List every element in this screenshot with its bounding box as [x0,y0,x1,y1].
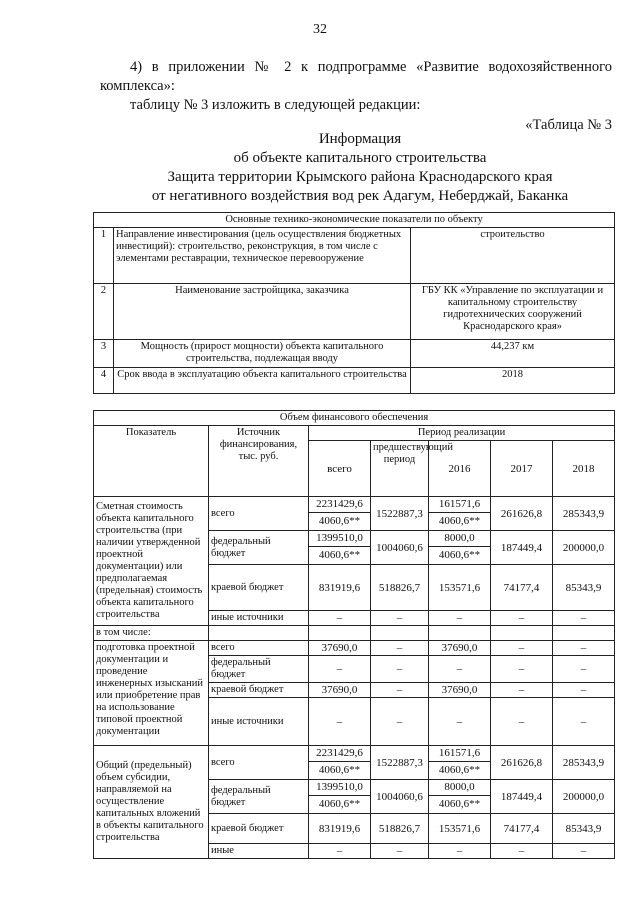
intro-line-1: 4) в приложении № 2 к подпрограмме «Развитие водохозяйственного комплекса»: [100,59,612,94]
col-prev: предшествующий период [371,441,429,497]
prev-cell: 1004060,6 [371,780,429,814]
dash-cell: – [491,683,553,698]
total-cell: 1399510,0 4060,6** [309,780,371,814]
in-that-number: в том числе: [94,626,209,641]
y2017-cell: 261626,8 [491,746,553,780]
source-regional: краевой бюджет [209,683,309,698]
source-all: всего [209,746,309,780]
y2016-cell: 8000,0 4060,6** [429,780,491,814]
y2017-cell: 187449,4 [491,531,553,565]
table1-row-value: ГБУ КК «Управление по эксплуатации и капитальному строительству гидротехнических сооружений Краснодарского края» [411,284,615,340]
group1-label: Сметная стоимость объекта капитального строительства (при наличии утвержденной проектной документации) или предполагаемая (предельная) стоимость объекта капитального строительства [94,497,209,626]
dash-cell: – [491,611,553,626]
source-all: всего [209,641,309,656]
dash-cell: – [371,683,429,698]
dash-cell: – [429,656,491,683]
dash-cell: – [491,698,553,746]
title-line-2: об объекте капитального строительства [233,150,487,166]
source-other: иные [209,844,309,859]
source-other: иные источники [209,611,309,626]
prev-cell: 1522887,3 [371,497,429,531]
y2016-cell: 37690,0 [429,683,491,698]
table1-row-value: 44,237 км [411,340,615,368]
table1-row-num: 3 [94,340,114,368]
table-label: «Таблица № 3 [525,117,612,133]
dash-cell: – [371,641,429,656]
dash-cell: – [371,698,429,746]
y2016-cell: 37690,0 [429,641,491,656]
col-period: Период реализации [309,426,615,441]
total-cell: 37690,0 [309,641,371,656]
source-federal: федеральный бюджет [209,656,309,683]
prev-cell: 518826,7 [371,814,429,844]
y2016-cell: 8000,0 4060,6** [429,531,491,565]
dash-cell: – [491,641,553,656]
col-2018: 2018 [553,441,615,497]
total-cell: 831919,6 [309,565,371,611]
y2018-cell: 285343,9 [553,746,615,780]
table1-row-num: 4 [94,368,114,394]
prev-cell: 518826,7 [371,565,429,611]
dash-cell: – [553,611,615,626]
dash-cell: – [491,656,553,683]
col-2017: 2017 [491,441,553,497]
y2018-cell: 85343,9 [553,814,615,844]
table1-row-label: Мощность (прирост мощности) объекта капитального строительства, подлежащая вводу [114,340,411,368]
y2016-cell: 161571,6 4060,6** [429,746,491,780]
table1-row-num: 1 [94,228,114,284]
y2016-cell: 153571,6 [429,565,491,611]
y2017-cell: 74177,4 [491,814,553,844]
y2018-cell: 200000,0 [553,531,615,565]
dash-cell: – [309,698,371,746]
dash-cell: – [309,844,371,859]
dash-cell: – [553,656,615,683]
group2-label: подготовка проектной документации и проведение инженерных изысканий или приобретение прав на использование типовой проектной документации [94,641,209,746]
prev-cell: 1522887,3 [371,746,429,780]
dash-cell: – [429,698,491,746]
source-all: всего [209,497,309,531]
total-cell: 831919,6 [309,814,371,844]
table1-header: Основные технико-экономические показатели по объекту [94,213,615,228]
title-line-3: Защита территории Крымского района Краснодарского края [167,169,553,185]
table1-row-label: Наименование застройщика, заказчика [114,284,411,340]
page-number: 32 [313,22,327,37]
y2018-cell: 200000,0 [553,780,615,814]
dash-cell: – [553,641,615,656]
table1-row-value: 2018 [411,368,615,394]
title-line-1: Информация [318,131,402,147]
dash-cell: – [309,656,371,683]
dash-cell: – [553,683,615,698]
y2016-cell: 161571,6 4060,6** [429,497,491,531]
dash-cell: – [491,844,553,859]
y2018-cell: 85343,9 [553,565,615,611]
dash-cell: – [429,611,491,626]
col-2016: 2016 [429,441,491,497]
source-federal: федеральный бюджет [209,780,309,814]
col-indicator: Показатель [94,426,209,497]
prev-cell: 1004060,6 [371,531,429,565]
dash-cell: – [371,611,429,626]
dash-cell: – [309,611,371,626]
total-cell: 37690,0 [309,683,371,698]
dash-cell: – [371,656,429,683]
y2016-cell: 153571,6 [429,814,491,844]
total-cell: 2231429,6 4060,6** [309,497,371,531]
table1-row-label: Направление инвестирования (цель осуществления бюджетных инвестиций): строительство, реконструкция, в том числе с элементами реставрации, техническое перевооружение [114,228,411,284]
table1-row-label: Срок ввода в эксплуатацию объекта капитального строительства [114,368,411,394]
group3-label: Общий (предельный) объем субсидии, направляемой на осуществление капитальных вложений в объекты капитального строительства [94,746,209,859]
tech-econ-table [93,212,615,394]
y2017-cell: 74177,4 [491,565,553,611]
dash-cell: – [429,844,491,859]
y2018-cell: 285343,9 [553,497,615,531]
y2017-cell: 187449,4 [491,780,553,814]
col-source: Источник финансирования, тыс. руб. [209,426,309,497]
total-cell: 2231429,6 4060,6** [309,746,371,780]
source-regional: краевой бюджет [209,814,309,844]
intro-line-2: таблицу № 3 изложить в следующей редакции: [130,97,421,113]
y2017-cell: 261626,8 [491,497,553,531]
source-other: иные источники [209,698,309,746]
table1-row-num: 2 [94,284,114,340]
dash-cell: – [553,844,615,859]
dash-cell: – [371,844,429,859]
source-federal: федеральный бюджет [209,531,309,565]
source-regional: краевой бюджет [209,565,309,611]
dash-cell: – [553,698,615,746]
table1-row-value: строительство [411,228,615,284]
total-cell: 1399510,0 4060,6** [309,531,371,565]
table2-header: Объем финансового обеспечения [94,411,615,426]
title-line-4: от негативного воздействия вод рек Адагум, Неберджай, Баканка [151,188,569,204]
col-total: всего [309,441,371,497]
financing-table [93,410,615,859]
